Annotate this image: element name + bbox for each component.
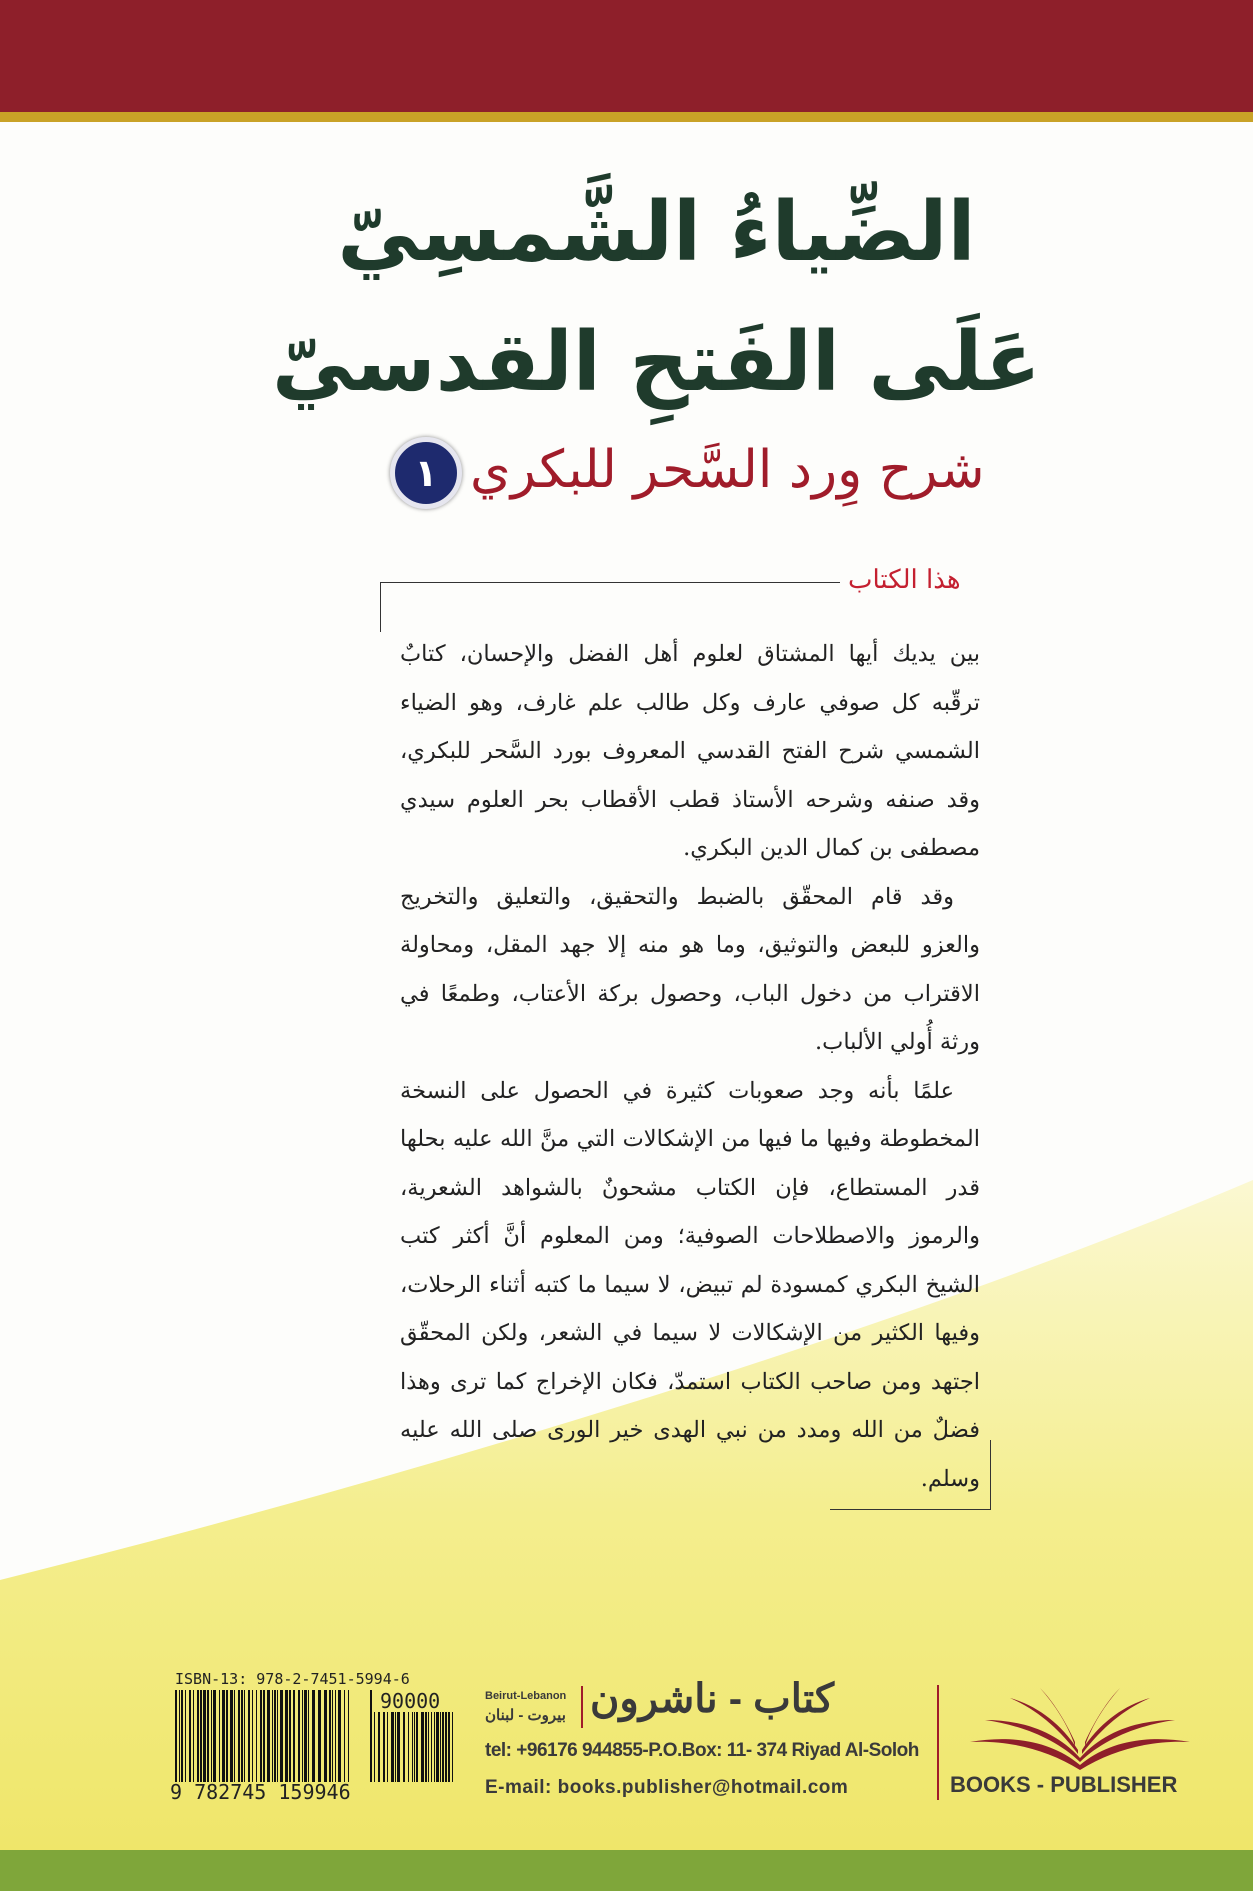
- barcode-bar: [312, 1690, 315, 1782]
- top-maroon-band: [0, 0, 1253, 112]
- book-subtitle: شرح وِرد السَّحر للبكري: [470, 440, 985, 500]
- barcode-bar: [370, 1690, 372, 1782]
- barcode-bar: [252, 1690, 253, 1782]
- barcode-bar: [412, 1712, 413, 1782]
- book-title-line2: عَلَى الفَتحِ القدسيّ: [272, 315, 1041, 410]
- bottom-green-band: [0, 1850, 1253, 1891]
- barcode-bar: [222, 1690, 225, 1782]
- barcode-bar: [302, 1690, 303, 1782]
- barcode-bar: [241, 1690, 243, 1782]
- barcode-bar: [272, 1690, 273, 1782]
- barcode-bar: [416, 1712, 418, 1782]
- barcode-bar: [280, 1690, 283, 1782]
- frame-line: [990, 1440, 991, 1510]
- barcode-bar: [185, 1690, 186, 1782]
- blurb-paragraph: علمًا بأنه وجد صعوبات كثيرة في الحصول على النسخة المخطوطة وفيها ما فيها من الإشكالات التي منَّ الله عليه بحلها قدر المستطاع، فإن الكتاب مشحونٌ بالشواهد الشعرية، والرموز والاصطلاحات الصوفية؛ ومن المعلوم أنَّ أكثر كتب الشيخ البكري كمسودة لم تبيض، لا سيما ما كتبه أثناء الرحلات، وفيها الكثير من الإشكالات لا سيما في الشعر، ولكن المحقّق اجتهد ومن صاحب الكتاب استمدّ، فكان الإخراج كما ترى وهذا فضلٌ من الله ومدد من نبي الهدى خير الورى صلى الله عليه وسلم.: [400, 1077, 980, 1492]
- divider: [937, 1685, 939, 1800]
- frame-line: [830, 1509, 990, 1510]
- barcode-bar: [378, 1712, 380, 1782]
- barcode-bar: [248, 1690, 250, 1782]
- barcode-bar: [289, 1690, 291, 1782]
- barcode-bar: [189, 1690, 191, 1782]
- barcode-bar: [335, 1690, 336, 1782]
- barcode-bar: [219, 1690, 220, 1782]
- barcode-bar: [274, 1690, 276, 1782]
- barcode-bar: [179, 1690, 180, 1782]
- barcode-bar: [436, 1712, 439, 1782]
- barcode-bar: [238, 1690, 240, 1782]
- barcode-bar: [329, 1690, 331, 1782]
- divider: [581, 1686, 583, 1728]
- location-en: Beirut-Lebanon: [485, 1690, 567, 1702]
- barcode-bar: [397, 1712, 400, 1782]
- publisher-name-en: BOOKS - PUBLISHER: [950, 1772, 1178, 1797]
- blurb-paragraph: وقد قام المحقّق بالضبط والتحقيق، والتعليق والتخريج والعزو للبعض والتوثيق، وما هو منه إلا جهد المقل، ومحاولة الاقتراب من دخول الباب، وحصول بركة الأعتاب، وطمعًا في ورثة أُولي الألباب.: [400, 883, 980, 1055]
- barcode-bar: [226, 1690, 228, 1782]
- barcode-bar: [428, 1712, 429, 1782]
- barcode-bar: [374, 1712, 375, 1782]
- barcode-bar: [395, 1712, 396, 1782]
- barcode-bar: [244, 1690, 245, 1782]
- barcode-bar: [431, 1712, 432, 1782]
- barcode-bar: [344, 1690, 345, 1782]
- barcode-bar: [452, 1712, 453, 1782]
- book-title-line1: الضِّياءُ الشَّمسِيّ: [337, 185, 976, 280]
- barcode-bar: [332, 1690, 333, 1782]
- barcode-bar: [348, 1690, 349, 1782]
- barcode-bar: [403, 1712, 405, 1782]
- barcode-bar: [445, 1712, 447, 1782]
- barcode-bar: [318, 1690, 321, 1782]
- barcode-bar: [304, 1690, 307, 1782]
- barcode-bar: [383, 1712, 385, 1782]
- publisher-info: [485, 1672, 935, 1822]
- publisher-name-ar: كتاب - ناشرون: [590, 1677, 835, 1721]
- barcode-bar: [421, 1712, 424, 1782]
- barcode-bar: [391, 1712, 394, 1782]
- barcode-bar: [338, 1690, 341, 1782]
- frame-line: [380, 582, 381, 632]
- section-heading: هذا الكتاب: [848, 565, 961, 595]
- barcode-bar: [448, 1712, 450, 1782]
- barcode-bar: [408, 1712, 409, 1782]
- barcode-bar: [234, 1690, 235, 1782]
- barcode-bar: [293, 1690, 295, 1782]
- volume-badge: ١: [390, 437, 462, 509]
- barcode-bar: [263, 1690, 265, 1782]
- publisher-tel: tel: +96176 944855-P.O.Box: 11- 374 Riyad Al-Soloh: [485, 1740, 919, 1761]
- price-code: 90000: [380, 1689, 441, 1713]
- publisher-email: E-mail: books.publisher@hotmail.com: [485, 1777, 849, 1798]
- open-book-logo-icon: [960, 1680, 1200, 1780]
- barcode-bar: [425, 1712, 427, 1782]
- barcode-bar: [207, 1690, 209, 1782]
- barcode-bar: [181, 1690, 183, 1782]
- barcode-bar: [193, 1690, 194, 1782]
- barcode-bar: [277, 1690, 278, 1782]
- barcode-bar: [200, 1690, 202, 1782]
- barcode-bar: [260, 1690, 262, 1782]
- barcode-bar: [387, 1712, 388, 1782]
- barcode-bar: [324, 1690, 327, 1782]
- barcode-bar: [175, 1690, 177, 1782]
- blurb-paragraph: بين يديك أيها المشتاق لعلوم أهل الفضل والإحسان، كتابٌ ترقّبه كل صوفي عارف وكل طالب علم غارف، وهو الضياء الشمسي شرح الفتح القدسي المعروف بورد السَّحر للبكري، وقد صنفه وشرحه الأستاذ قطب الأقطاب بحر العلوم سيدي مصطفى بن كمال الدين البكري.: [400, 641, 980, 861]
- barcode-bar: [308, 1690, 309, 1782]
- blurb-text: [400, 630, 980, 1503]
- barcode-bar: [442, 1712, 444, 1782]
- gold-stripe: [0, 112, 1253, 122]
- barcode-bar: [203, 1690, 206, 1782]
- barcode-bar: [230, 1690, 233, 1782]
- barcode-bar: [197, 1690, 199, 1782]
- isbn-label: ISBN-13: 978-2-7451-5994-6: [175, 1670, 410, 1688]
- barcode-bar: [298, 1690, 300, 1782]
- barcode-bar: [211, 1690, 212, 1782]
- barcode-bar: [213, 1690, 216, 1782]
- barcode-bar: [267, 1690, 270, 1782]
- barcode-bar: [434, 1712, 435, 1782]
- barcode-bar: [414, 1712, 415, 1782]
- frame-line: [380, 582, 840, 583]
- barcode-bar: [440, 1712, 441, 1782]
- barcode-digits: 9 782745 159946: [170, 1780, 351, 1804]
- barcode-bar: [256, 1690, 257, 1782]
- barcode-bar: [285, 1690, 288, 1782]
- location-ar: بيروت - لبنان: [485, 1707, 566, 1724]
